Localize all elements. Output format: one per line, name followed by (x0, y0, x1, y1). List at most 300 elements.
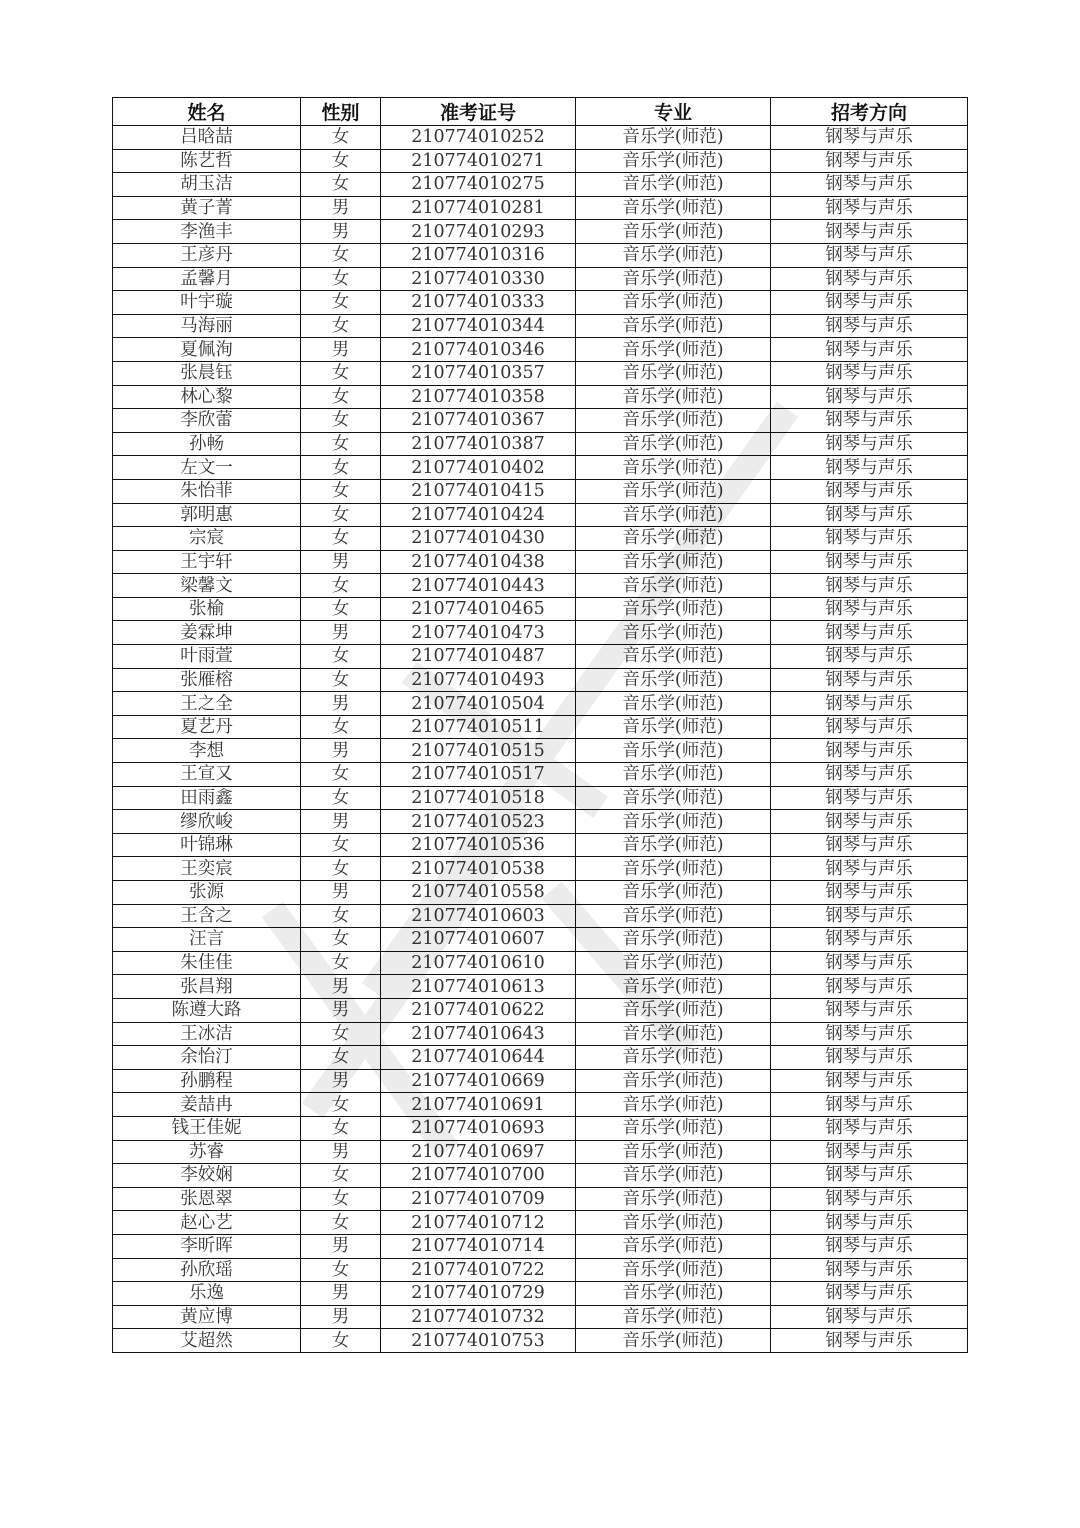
cell-major: 音乐学(师范) (576, 739, 771, 763)
cell-name: 夏艺丹 (113, 715, 301, 739)
table-row (113, 550, 968, 574)
cell-gender: 女 (301, 833, 381, 857)
cell-direction: 钢琴与声乐 (771, 951, 968, 975)
cell-gender: 女 (301, 1164, 381, 1188)
cell-major: 音乐学(师范) (576, 314, 771, 338)
cell-major: 音乐学(师范) (576, 267, 771, 291)
cell-direction: 钢琴与声乐 (771, 1234, 968, 1258)
cell-exam-id: 210774010316 (381, 243, 576, 267)
table-row (113, 243, 968, 267)
cell-exam-id: 210774010714 (381, 1234, 576, 1258)
cell-name: 夏佩洵 (113, 338, 301, 362)
cell-major: 音乐学(师范) (576, 1164, 771, 1188)
cell-exam-id: 210774010293 (381, 220, 576, 244)
table-row (113, 432, 968, 456)
cell-direction: 钢琴与声乐 (771, 621, 968, 645)
cell-gender: 女 (301, 291, 381, 315)
table-row (113, 361, 968, 385)
cell-major: 音乐学(师范) (576, 149, 771, 173)
cell-gender: 女 (301, 574, 381, 598)
cell-major: 音乐学(师范) (576, 550, 771, 574)
cell-major: 音乐学(师范) (576, 1258, 771, 1282)
cell-major: 音乐学(师范) (576, 786, 771, 810)
cell-major: 音乐学(师范) (576, 456, 771, 480)
table-row (113, 314, 968, 338)
cell-gender: 女 (301, 385, 381, 409)
cell-name: 王彦丹 (113, 243, 301, 267)
cell-gender: 女 (301, 126, 381, 150)
cell-exam-id: 210774010358 (381, 385, 576, 409)
cell-gender: 男 (301, 975, 381, 999)
cell-gender: 女 (301, 1093, 381, 1117)
cell-major: 音乐学(师范) (576, 975, 771, 999)
cell-exam-id: 210774010643 (381, 1022, 576, 1046)
cell-direction: 钢琴与声乐 (771, 1305, 968, 1329)
table-row (113, 149, 968, 173)
cell-name: 王宇轩 (113, 550, 301, 574)
cell-exam-id: 210774010709 (381, 1187, 576, 1211)
cell-exam-id: 210774010465 (381, 597, 576, 621)
cell-direction: 钢琴与声乐 (771, 243, 968, 267)
cell-direction: 钢琴与声乐 (771, 998, 968, 1022)
cell-major: 音乐学(师范) (576, 243, 771, 267)
cell-name: 张昌翔 (113, 975, 301, 999)
cell-major: 音乐学(师范) (576, 1305, 771, 1329)
table-row (113, 1046, 968, 1070)
cell-direction: 钢琴与声乐 (771, 692, 968, 716)
cell-direction: 钢琴与声乐 (771, 291, 968, 315)
table-row (113, 715, 968, 739)
cell-name: 钱王佳妮 (113, 1116, 301, 1140)
cell-gender: 男 (301, 1282, 381, 1306)
cell-major: 音乐学(师范) (576, 715, 771, 739)
cell-direction: 钢琴与声乐 (771, 220, 968, 244)
cell-name: 王之全 (113, 692, 301, 716)
cell-name: 李想 (113, 739, 301, 763)
cell-direction: 钢琴与声乐 (771, 267, 968, 291)
cell-direction: 钢琴与声乐 (771, 668, 968, 692)
cell-exam-id: 210774010346 (381, 338, 576, 362)
cell-exam-id: 210774010697 (381, 1140, 576, 1164)
cell-direction: 钢琴与声乐 (771, 409, 968, 433)
cell-exam-id: 210774010558 (381, 881, 576, 905)
cell-name: 乐逸 (113, 1282, 301, 1306)
cell-gender: 男 (301, 1305, 381, 1329)
cell-direction: 钢琴与声乐 (771, 1329, 968, 1353)
table-header-row (113, 98, 968, 126)
cell-direction: 钢琴与声乐 (771, 314, 968, 338)
cell-exam-id: 210774010613 (381, 975, 576, 999)
cell-major: 音乐学(师范) (576, 385, 771, 409)
cell-exam-id: 210774010333 (381, 291, 576, 315)
cell-gender: 女 (301, 786, 381, 810)
cell-name: 叶锦琳 (113, 833, 301, 857)
cell-gender: 男 (301, 1069, 381, 1093)
cell-name: 孙鹏程 (113, 1069, 301, 1093)
cell-major: 音乐学(师范) (576, 1022, 771, 1046)
cell-exam-id: 210774010622 (381, 998, 576, 1022)
table-row (113, 928, 968, 952)
cell-exam-id: 210774010357 (381, 361, 576, 385)
cell-name: 马海丽 (113, 314, 301, 338)
cell-name: 叶宇璇 (113, 291, 301, 315)
cell-direction: 钢琴与声乐 (771, 527, 968, 551)
cell-direction: 钢琴与声乐 (771, 904, 968, 928)
cell-exam-id: 210774010504 (381, 692, 576, 716)
cell-name: 张雁榕 (113, 668, 301, 692)
table-row (113, 1116, 968, 1140)
table-row (113, 668, 968, 692)
cell-direction: 钢琴与声乐 (771, 479, 968, 503)
table-row (113, 1329, 968, 1353)
cell-major: 音乐学(师范) (576, 763, 771, 787)
cell-major: 音乐学(师范) (576, 291, 771, 315)
cell-gender: 男 (301, 1234, 381, 1258)
table-row (113, 857, 968, 881)
cell-name: 姜霖坤 (113, 621, 301, 645)
cell-name: 吕晗喆 (113, 126, 301, 150)
cell-major: 音乐学(师范) (576, 998, 771, 1022)
cell-major: 音乐学(师范) (576, 1234, 771, 1258)
table-row (113, 126, 968, 150)
cell-name: 田雨鑫 (113, 786, 301, 810)
cell-name: 王冰洁 (113, 1022, 301, 1046)
cell-name: 姜喆冉 (113, 1093, 301, 1117)
cell-direction: 钢琴与声乐 (771, 645, 968, 669)
cell-major: 音乐学(师范) (576, 833, 771, 857)
table-row (113, 385, 968, 409)
cell-exam-id: 210774010693 (381, 1116, 576, 1140)
cell-major: 音乐学(师范) (576, 810, 771, 834)
cell-name: 孙畅 (113, 432, 301, 456)
cell-name: 梁馨文 (113, 574, 301, 598)
cell-name: 张晨钰 (113, 361, 301, 385)
cell-direction: 钢琴与声乐 (771, 597, 968, 621)
cell-exam-id: 210774010691 (381, 1093, 576, 1117)
table-row (113, 1069, 968, 1093)
table-row (113, 527, 968, 551)
cell-gender: 男 (301, 998, 381, 1022)
header-name: 姓名 (113, 98, 301, 126)
table-row (113, 1258, 968, 1282)
cell-exam-id: 210774010367 (381, 409, 576, 433)
cell-direction: 钢琴与声乐 (771, 1164, 968, 1188)
cell-direction: 钢琴与声乐 (771, 1046, 968, 1070)
cell-gender: 男 (301, 621, 381, 645)
cell-exam-id: 210774010430 (381, 527, 576, 551)
cell-direction: 钢琴与声乐 (771, 1187, 968, 1211)
cell-major: 音乐学(师范) (576, 338, 771, 362)
cell-exam-id: 210774010387 (381, 432, 576, 456)
table-row (113, 1022, 968, 1046)
table-row (113, 739, 968, 763)
cell-name: 黄应博 (113, 1305, 301, 1329)
cell-major: 音乐学(师范) (576, 668, 771, 692)
table-row (113, 786, 968, 810)
cell-gender: 女 (301, 1329, 381, 1353)
cell-exam-id: 210774010493 (381, 668, 576, 692)
cell-gender: 女 (301, 479, 381, 503)
cell-gender: 女 (301, 243, 381, 267)
cell-major: 音乐学(师范) (576, 881, 771, 905)
cell-major: 音乐学(师范) (576, 173, 771, 197)
cell-gender: 女 (301, 527, 381, 551)
cell-major: 音乐学(师范) (576, 503, 771, 527)
cell-major: 音乐学(师范) (576, 432, 771, 456)
cell-gender: 男 (301, 1140, 381, 1164)
cell-gender: 男 (301, 338, 381, 362)
cell-exam-id: 210774010610 (381, 951, 576, 975)
cell-major: 音乐学(师范) (576, 597, 771, 621)
cell-exam-id: 210774010515 (381, 739, 576, 763)
cell-major: 音乐学(师范) (576, 1187, 771, 1211)
table-row (113, 833, 968, 857)
cell-major: 音乐学(师范) (576, 574, 771, 598)
cell-exam-id: 210774010536 (381, 833, 576, 857)
cell-gender: 男 (301, 196, 381, 220)
cell-name: 左文一 (113, 456, 301, 480)
cell-name: 张源 (113, 881, 301, 905)
cell-gender: 女 (301, 149, 381, 173)
cell-direction: 钢琴与声乐 (771, 928, 968, 952)
table-row (113, 456, 968, 480)
table-row (113, 763, 968, 787)
cell-name: 李姣娴 (113, 1164, 301, 1188)
cell-direction: 钢琴与声乐 (771, 338, 968, 362)
cell-direction: 钢琴与声乐 (771, 503, 968, 527)
cell-exam-id: 210774010275 (381, 173, 576, 197)
cell-name: 朱佳佳 (113, 951, 301, 975)
cell-name: 艾超然 (113, 1329, 301, 1353)
cell-gender: 女 (301, 267, 381, 291)
cell-major: 音乐学(师范) (576, 196, 771, 220)
table-row (113, 409, 968, 433)
table-row (113, 338, 968, 362)
cell-gender: 女 (301, 763, 381, 787)
cell-name: 李欣蕾 (113, 409, 301, 433)
cell-gender: 女 (301, 715, 381, 739)
cell-name: 朱怡菲 (113, 479, 301, 503)
cell-name: 陈遵大路 (113, 998, 301, 1022)
cell-major: 音乐学(师范) (576, 1211, 771, 1235)
table-row (113, 196, 968, 220)
cell-direction: 钢琴与声乐 (771, 432, 968, 456)
cell-gender: 女 (301, 503, 381, 527)
cell-direction: 钢琴与声乐 (771, 857, 968, 881)
admission-table (112, 97, 968, 1353)
cell-gender: 女 (301, 456, 381, 480)
table-row (113, 645, 968, 669)
cell-exam-id: 210774010732 (381, 1305, 576, 1329)
cell-gender: 女 (301, 928, 381, 952)
cell-exam-id: 210774010523 (381, 810, 576, 834)
cell-gender: 男 (301, 692, 381, 716)
cell-exam-id: 210774010487 (381, 645, 576, 669)
cell-exam-id: 210774010722 (381, 1258, 576, 1282)
cell-exam-id: 210774010344 (381, 314, 576, 338)
cell-exam-id: 210774010700 (381, 1164, 576, 1188)
cell-name: 缪欣峻 (113, 810, 301, 834)
cell-direction: 钢琴与声乐 (771, 196, 968, 220)
cell-direction: 钢琴与声乐 (771, 149, 968, 173)
cell-exam-id: 210774010538 (381, 857, 576, 881)
cell-major: 音乐学(师范) (576, 1140, 771, 1164)
cell-exam-id: 210774010511 (381, 715, 576, 739)
cell-direction: 钢琴与声乐 (771, 126, 968, 150)
cell-gender: 男 (301, 220, 381, 244)
cell-major: 音乐学(师范) (576, 409, 771, 433)
cell-direction: 钢琴与声乐 (771, 456, 968, 480)
cell-major: 音乐学(师范) (576, 1282, 771, 1306)
cell-gender: 女 (301, 409, 381, 433)
cell-major: 音乐学(师范) (576, 621, 771, 645)
cell-major: 音乐学(师范) (576, 361, 771, 385)
cell-exam-id: 210774010518 (381, 786, 576, 810)
table-row (113, 1282, 968, 1306)
table-row (113, 904, 968, 928)
cell-exam-id: 210774010712 (381, 1211, 576, 1235)
cell-name: 赵心艺 (113, 1211, 301, 1235)
cell-name: 汪言 (113, 928, 301, 952)
cell-gender: 女 (301, 1187, 381, 1211)
cell-direction: 钢琴与声乐 (771, 763, 968, 787)
cell-direction: 钢琴与声乐 (771, 550, 968, 574)
cell-gender: 女 (301, 668, 381, 692)
cell-major: 音乐学(师范) (576, 857, 771, 881)
cell-name: 苏睿 (113, 1140, 301, 1164)
cell-major: 音乐学(师范) (576, 904, 771, 928)
cell-name: 张榆 (113, 597, 301, 621)
table-row (113, 503, 968, 527)
header-direction: 招考方向 (771, 98, 968, 126)
table-row (113, 998, 968, 1022)
cell-gender: 女 (301, 173, 381, 197)
cell-major: 音乐学(师范) (576, 1069, 771, 1093)
cell-major: 音乐学(师范) (576, 951, 771, 975)
cell-exam-id: 210774010281 (381, 196, 576, 220)
cell-major: 音乐学(师范) (576, 527, 771, 551)
cell-major: 音乐学(师范) (576, 1093, 771, 1117)
table-row (113, 1187, 968, 1211)
cell-direction: 钢琴与声乐 (771, 1022, 968, 1046)
table-row (113, 810, 968, 834)
cell-name: 陈艺哲 (113, 149, 301, 173)
table-row (113, 881, 968, 905)
table-row (113, 597, 968, 621)
table-row (113, 1305, 968, 1329)
cell-direction: 钢琴与声乐 (771, 881, 968, 905)
table-row (113, 1164, 968, 1188)
cell-exam-id: 210774010443 (381, 574, 576, 598)
cell-exam-id: 210774010252 (381, 126, 576, 150)
cell-name: 王宣又 (113, 763, 301, 787)
header-major: 专业 (576, 98, 771, 126)
cell-direction: 钢琴与声乐 (771, 361, 968, 385)
cell-direction: 钢琴与声乐 (771, 1282, 968, 1306)
cell-major: 音乐学(师范) (576, 126, 771, 150)
header-exam-id: 准考证号 (381, 98, 576, 126)
cell-exam-id: 210774010415 (381, 479, 576, 503)
cell-direction: 钢琴与声乐 (771, 786, 968, 810)
cell-direction: 钢琴与声乐 (771, 574, 968, 598)
cell-major: 音乐学(师范) (576, 692, 771, 716)
cell-gender: 女 (301, 904, 381, 928)
table-row (113, 621, 968, 645)
cell-exam-id: 210774010729 (381, 1282, 576, 1306)
cell-exam-id: 210774010644 (381, 1046, 576, 1070)
cell-gender: 女 (301, 1211, 381, 1235)
cell-gender: 女 (301, 1116, 381, 1140)
cell-direction: 钢琴与声乐 (771, 385, 968, 409)
cell-name: 林心黎 (113, 385, 301, 409)
table-row (113, 173, 968, 197)
table-row (113, 1093, 968, 1117)
cell-major: 音乐学(师范) (576, 1046, 771, 1070)
cell-gender: 女 (301, 857, 381, 881)
cell-name: 李渔丰 (113, 220, 301, 244)
cell-gender: 女 (301, 432, 381, 456)
table-row (113, 1234, 968, 1258)
cell-direction: 钢琴与声乐 (771, 833, 968, 857)
cell-major: 音乐学(师范) (576, 928, 771, 952)
cell-exam-id: 210774010271 (381, 149, 576, 173)
cell-exam-id: 210774010669 (381, 1069, 576, 1093)
cell-exam-id: 210774010607 (381, 928, 576, 952)
cell-gender: 男 (301, 550, 381, 574)
table-row (113, 220, 968, 244)
table-row (113, 291, 968, 315)
cell-name: 王奕宸 (113, 857, 301, 881)
cell-direction: 钢琴与声乐 (771, 1211, 968, 1235)
admission-list-sheet (112, 97, 967, 1353)
cell-direction: 钢琴与声乐 (771, 173, 968, 197)
cell-direction: 钢琴与声乐 (771, 810, 968, 834)
cell-direction: 钢琴与声乐 (771, 1258, 968, 1282)
cell-name: 张恩翠 (113, 1187, 301, 1211)
cell-exam-id: 210774010330 (381, 267, 576, 291)
header-gender: 性别 (301, 98, 381, 126)
cell-name: 叶雨萱 (113, 645, 301, 669)
cell-direction: 钢琴与声乐 (771, 715, 968, 739)
cell-name: 李昕晖 (113, 1234, 301, 1258)
cell-major: 音乐学(师范) (576, 645, 771, 669)
cell-direction: 钢琴与声乐 (771, 1069, 968, 1093)
table-row (113, 267, 968, 291)
table-row (113, 574, 968, 598)
cell-name: 孙欣瑶 (113, 1258, 301, 1282)
cell-major: 音乐学(师范) (576, 1116, 771, 1140)
table-row (113, 975, 968, 999)
cell-exam-id: 210774010424 (381, 503, 576, 527)
cell-direction: 钢琴与声乐 (771, 1140, 968, 1164)
cell-name: 王含之 (113, 904, 301, 928)
cell-name: 胡玉洁 (113, 173, 301, 197)
cell-name: 余怡汀 (113, 1046, 301, 1070)
cell-direction: 钢琴与声乐 (771, 739, 968, 763)
cell-gender: 女 (301, 314, 381, 338)
cell-direction: 钢琴与声乐 (771, 1093, 968, 1117)
table-body (113, 126, 968, 1353)
cell-name: 孟馨月 (113, 267, 301, 291)
table-row (113, 951, 968, 975)
cell-major: 音乐学(师范) (576, 1329, 771, 1353)
cell-exam-id: 210774010603 (381, 904, 576, 928)
cell-major: 音乐学(师范) (576, 220, 771, 244)
cell-gender: 男 (301, 881, 381, 905)
cell-exam-id: 210774010473 (381, 621, 576, 645)
cell-gender: 女 (301, 361, 381, 385)
cell-exam-id: 210774010402 (381, 456, 576, 480)
